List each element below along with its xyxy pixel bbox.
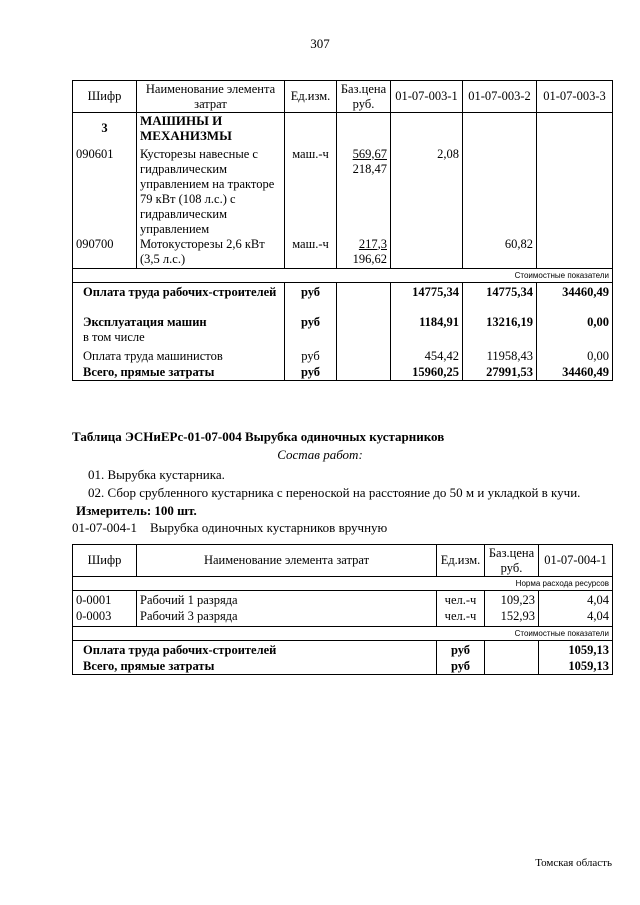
- cost-indicators-label: Стоимостные показатели: [73, 269, 613, 283]
- header-unit: Ед.изм.: [285, 81, 337, 113]
- total-name: Всего, прямые затраты: [73, 365, 285, 381]
- total-row: [73, 349, 613, 365]
- cost-indicators-row: [73, 627, 613, 641]
- cost-indicators-row: [73, 269, 613, 283]
- norm-label-row: [73, 577, 613, 591]
- cost-indicators-label: Стоимостные показатели: [73, 627, 613, 641]
- header-col-1: 01-07-004-1: [539, 545, 613, 577]
- table-header-row: [73, 81, 613, 113]
- resources-table-003: [72, 80, 613, 381]
- total-row: [73, 315, 613, 349]
- item-value-1: [391, 237, 463, 269]
- page-number: 307: [310, 36, 330, 51]
- section-row: [73, 113, 613, 147]
- total-name: Оплата труда рабочих-строителей: [73, 641, 437, 659]
- total-value-3: 0,00: [537, 315, 613, 349]
- header-col-1: 01-07-003-1: [391, 81, 463, 113]
- item-value: 4,04: [539, 591, 613, 609]
- item-unit: маш.-ч: [285, 237, 337, 269]
- item-code: 0-0003: [73, 609, 137, 627]
- total-value-1: 1184,91: [391, 315, 463, 349]
- total-value-3: 0,00: [537, 349, 613, 365]
- total-unit: руб: [285, 349, 337, 365]
- composition-title: Состав работ:: [277, 447, 363, 462]
- meter-label: Измеритель: 100 шт.: [76, 503, 197, 518]
- total-value-2: 14775,34: [463, 283, 537, 315]
- total-name: Всего, прямые затраты: [73, 659, 437, 675]
- table-subtitle: 01-07-004-1 Вырубка одиночных кустарников вручную: [72, 520, 388, 535]
- total-value-2: 11958,43: [463, 349, 537, 365]
- total-unit: руб: [285, 315, 337, 349]
- item-value-3: [537, 237, 613, 269]
- work-step: 01. Вырубка кустарника.: [88, 467, 225, 482]
- item-unit: маш.-ч: [285, 147, 337, 237]
- header-col-2: 01-07-003-2: [463, 81, 537, 113]
- header-col-3: 01-07-003-3: [537, 81, 613, 113]
- table-row: [73, 591, 613, 609]
- total-value: 1059,13: [539, 641, 613, 659]
- total-value-1: 454,42: [391, 349, 463, 365]
- header-name: Наименование элемента затрат: [137, 545, 437, 577]
- norm-label: Норма расхода ресурсов: [73, 577, 613, 591]
- total-value-3: 34460,49: [537, 283, 613, 315]
- item-price-2: 218,47: [352, 161, 387, 176]
- header-code: Шифр: [73, 81, 137, 113]
- header-name: Наименование элемента затрат: [137, 81, 285, 113]
- total-row: [73, 659, 613, 675]
- item-price-1: 217,3: [358, 236, 387, 251]
- item-code: 0-0001: [73, 591, 137, 609]
- total-sub-label: в том числе: [83, 329, 145, 344]
- header-code: Шифр: [73, 545, 137, 577]
- total-unit: руб: [437, 659, 485, 675]
- item-value: 4,04: [539, 609, 613, 627]
- header-base-price: Баз.цена руб.: [485, 545, 539, 577]
- item-name: Рабочий 1 разряда: [137, 591, 437, 609]
- section-code: 3: [73, 113, 137, 147]
- total-value-1: 14775,34: [391, 283, 463, 315]
- item-value-1: 2,08: [391, 147, 463, 237]
- total-name: Эксплуатация машин: [83, 314, 207, 329]
- item-name: Кусторезы навесные с гидравлическим управлением на тракторе 79 кВт (108 л.с.) с гидравлическим управлением: [137, 147, 285, 237]
- item-unit: чел.-ч: [437, 591, 485, 609]
- item-price-1: 569,67: [352, 146, 387, 161]
- total-value-2: 27991,53: [463, 365, 537, 381]
- item-price: 152,93: [485, 609, 539, 627]
- total-unit: руб: [285, 365, 337, 381]
- total-value: 1059,13: [539, 659, 613, 675]
- work-step: 02. Сбор срубленного кустарника с переноской на расстояние до 50 м и укладкой в кучи.: [88, 485, 581, 500]
- item-name: Рабочий 3 разряда: [137, 609, 437, 627]
- total-value-1: 15960,25: [391, 365, 463, 381]
- item-price-2: 196,62: [352, 251, 387, 266]
- table-row: [73, 147, 613, 237]
- section-title: Таблица ЭСНиЕРс-01-07-004 Вырубка одиночных кустарников: [72, 429, 445, 444]
- total-value-2: 13216,19: [463, 315, 537, 349]
- footer-region: Томская область: [535, 857, 612, 869]
- total-unit: руб: [285, 283, 337, 315]
- table-row: [73, 237, 613, 269]
- item-code: 090601: [73, 147, 137, 237]
- header-unit: Ед.изм.: [437, 545, 485, 577]
- item-price: 109,23: [485, 591, 539, 609]
- item-value-2: 60,82: [463, 237, 537, 269]
- item-value-3: [537, 147, 613, 237]
- total-name: Оплата труда рабочих-строителей: [73, 283, 285, 315]
- total-unit: руб: [437, 641, 485, 659]
- total-name: Оплата труда машинистов: [73, 349, 285, 365]
- total-value-3: 34460,49: [537, 365, 613, 381]
- total-row: [73, 641, 613, 659]
- item-value-2: [463, 147, 537, 237]
- item-unit: чел.-ч: [437, 609, 485, 627]
- section-title: МАШИНЫ И МЕХАНИЗМЫ: [137, 113, 285, 147]
- header-base-price: Баз.цена руб.: [337, 81, 391, 113]
- item-code: 090700: [73, 237, 137, 269]
- table-row: [73, 609, 613, 627]
- table-header-row: [73, 545, 613, 577]
- total-row: [73, 365, 613, 381]
- total-row: [73, 283, 613, 315]
- resources-table-004: [72, 544, 613, 675]
- item-name: Мотокусторезы 2,6 кВт (3,5 л.с.): [137, 237, 285, 269]
